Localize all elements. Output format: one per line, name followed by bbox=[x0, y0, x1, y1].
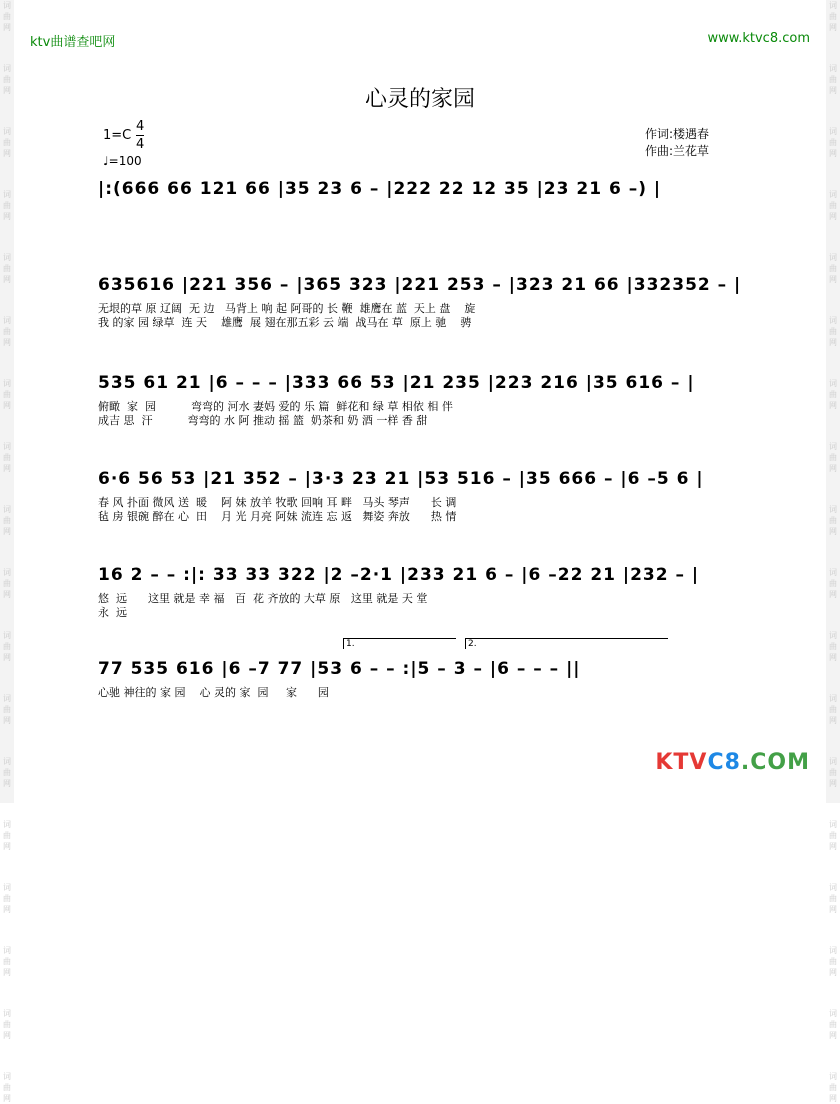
notation-line: 16 2 – – :|: 33 33 322 |2 –2·1 |233 21 6 – |6 –22 21 |232 – | bbox=[98, 565, 700, 585]
volta-bracket-2: 2. bbox=[465, 638, 668, 649]
song-title: 心灵的家园 bbox=[364, 87, 475, 112]
lyric-verse-1: 春 风 扑面 微风 送 暖 阿 妹 放羊 牧歌 回响 耳 畔 马头 琴声 长 调 bbox=[98, 496, 457, 509]
site-url-right[interactable]: www.ktvc8.com bbox=[707, 31, 810, 46]
lyric-verse-2: 我 的家 园 绿草 连 天 雄鹰 展 翅在那五彩 云 端 战马在 草 原上 驰 骋 bbox=[98, 316, 472, 329]
ktvc8-logo: KTVC8.COM bbox=[655, 750, 810, 775]
time-signature bbox=[136, 118, 144, 153]
lyric-verse-1: 悠 远 这里 就是 幸 福 百 花 齐放的 大草 原 这里 就是 天 堂 bbox=[98, 592, 428, 605]
time-signature-bottom: 4 bbox=[136, 137, 145, 152]
notation-line: 635616 |221 356 – |365 323 |221 253 – |323 21 66 |332352 – | bbox=[98, 275, 742, 295]
time-signature-top: 4 bbox=[136, 119, 145, 134]
volta-bracket-1: 1. bbox=[343, 638, 456, 649]
tempo-marking: ♩=100 bbox=[103, 154, 142, 168]
lyric-verse-2: 毡 房 银碗 醉在 心 田 月 光 月亮 阿妹 流连 忘 返 舞姿 奔放 热 情 bbox=[98, 510, 457, 523]
composer-credit: 作曲:兰花草 bbox=[645, 144, 710, 158]
lyric-verse-1: 俯瞰 家 园 弯弯的 河水 妻妈 爱的 乐 篇 鲜花和 绿 草 相依 相 伴 bbox=[98, 400, 453, 413]
lyric-verse-2: 成吉 思 汗 弯弯的 水 阿 推动 摇 篮 奶茶和 奶 酒 一样 香 甜 bbox=[98, 414, 428, 427]
lyric-verse-1: 无垠的草 原 辽阔 无 边 马背上 响 起 阿哥的 长 鞭 雄鹰在 蓝 天上 盘 旋 bbox=[98, 302, 476, 315]
site-brand-left[interactable]: ktv曲谱查吧网 bbox=[30, 35, 116, 50]
lyric-verse-1: 心驰 神往的 家 园 心 灵的 家 园 家 园 bbox=[98, 686, 329, 699]
notation-line: 77 535 616 |6 –7 77 |53 6 – – :|5 – 3 – |6 – – – || bbox=[98, 659, 581, 679]
lyricist-credit: 作词:楼遇春 bbox=[645, 127, 710, 141]
key-signature: 1=C bbox=[103, 128, 132, 143]
lyric-verse-2: 永 远 bbox=[98, 606, 127, 619]
left-watermark-strip: 词曲网 词曲网 词曲网 词曲网 词曲网 词曲网 词曲网 词曲网 词曲网 词曲网 词曲网 词曲网 词曲网 词曲网 词曲网 词曲网 词曲网 词曲网 bbox=[0, 0, 14, 803]
notation-line: 6·6 56 53 |21 352 – |3·3 23 21 |53 516 – |35 666 – |6 –5 6 | bbox=[98, 469, 704, 489]
notation-line: |:(666 66 121 66 |35 23 6 – |222 22 12 35 |23 21 6 –) | bbox=[98, 179, 662, 199]
right-watermark-strip: 词曲网 词曲网 词曲网 词曲网 词曲网 词曲网 词曲网 词曲网 词曲网 词曲网 词曲网 词曲网 词曲网 词曲网 词曲网 词曲网 词曲网 词曲网 bbox=[826, 0, 840, 803]
credits bbox=[645, 126, 709, 160]
notation-line: 535 61 21 |6 – – – |333 66 53 |21 235 |223 216 |35 616 – | bbox=[98, 373, 695, 393]
